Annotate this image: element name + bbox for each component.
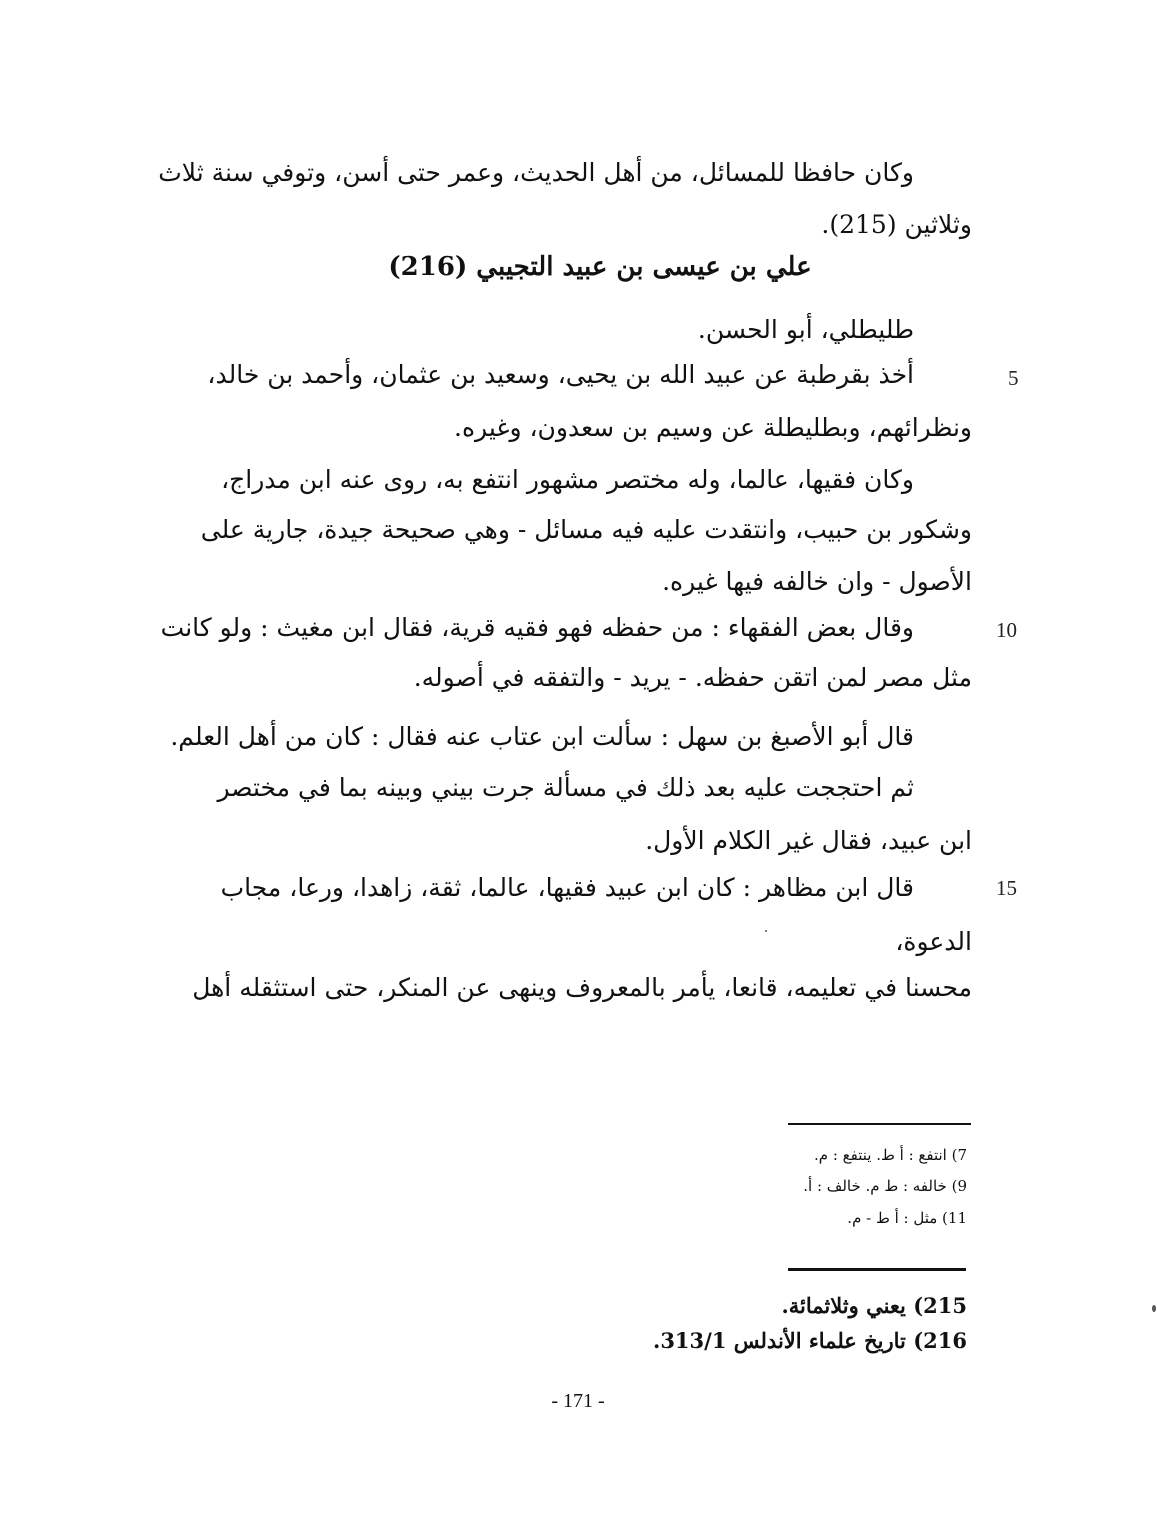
text-line-16: محسنا في تعليمه، قانعا، يأمر بالمعروف وينهى عن المنكر، حتى استثقله أهل [192, 973, 972, 1002]
text-line-7: وشكور بن حبيب، وانتقدت عليه فيه مسائل - وهي صحيحة جيدة، جارية على [200, 515, 972, 544]
text-line-15: الدعوة، [895, 927, 972, 956]
footnote-215: 215) يعني وثلاثمائة. [781, 1293, 967, 1318]
variant-note-11: 11) مثل : أ ط - م. [847, 1209, 967, 1227]
text-line-4: أخذ بقرطبة عن عبيد الله بن يحيى، وسعيد بن عثمان، وأحمد بن خالد، [207, 360, 914, 389]
variant-notes-rule [788, 1123, 971, 1125]
text-line-14: قال ابن مظاهر : كان ابن عبيد فقيها، عالما، ثقة، زاهدا، ورعا، مجاب [220, 873, 914, 902]
text-line-13: ابن عبيد، فقال غير الكلام الأول. [645, 826, 972, 855]
scan-speck [1152, 1305, 1156, 1312]
text-line-6: وكان فقيها، عالما، وله مختصر مشهور انتفع به، روى عنه ابن مدراج، [221, 465, 914, 494]
text-line-9: وقال بعض الفقهاء : من حفظه فهو فقيه قرية، فقال ابن مغيث : ولو كانت [160, 613, 914, 642]
text-line-10: مثل مصر لمن اتقن حفظه. - يريد - والتفقه في أصوله. [413, 663, 972, 692]
text-line-5: ونظرائهم، وبطليطلة عن وسيم بن سعدون، وغيره. [454, 413, 972, 442]
scan-speck [765, 930, 767, 932]
text-line-12: ثم احتججت عليه بعد ذلك في مسألة جرت بيني وبينه بما في مختصر [217, 773, 914, 802]
line-number-15: 15 [996, 876, 1017, 900]
text-line-2: وثلاثين (215). [821, 210, 972, 239]
variant-note-9: 9) خالفه : ط م. خالف : أ. [803, 1177, 967, 1195]
line-number-10: 10 [996, 618, 1017, 642]
variant-note-7: 7) انتفع : أ ط. ينتفع : م. [814, 1146, 967, 1164]
text-line-11: قال أبو الأصبغ بن سهل : سألت ابن عتاب عنه فقال : كان من أهل العلم. [170, 722, 914, 751]
biography-heading: علي بن عيسى بن عبيد التجيبي (216) [388, 252, 812, 282]
footnotes-rule [788, 1268, 966, 1271]
page-number: - 171 - [551, 1390, 605, 1412]
text-line-3: طليطلي، أبو الحسن. [697, 315, 914, 344]
text-line-1: وكان حافظا للمسائل، من أهل الحديث، وعمر حتى أسن، وتوفي سنة ثلاث [158, 158, 914, 187]
line-number-5: 5 [1008, 366, 1019, 390]
footnote-216: 216) تاريخ علماء الأندلس 313/1. [653, 1328, 967, 1353]
text-line-8: الأصول - وان خالفه فيها غيره. [662, 567, 972, 596]
